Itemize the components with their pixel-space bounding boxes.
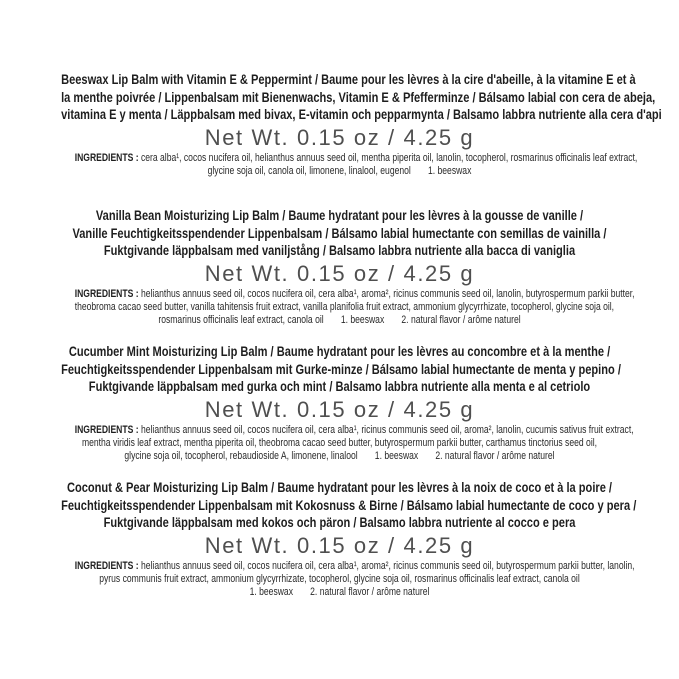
product-title-line: Feuchtigkeitsspendender Lippenbalsam mit Gurke-minze / Bálsamo labial humectante de menta y pepino / [61,361,621,377]
ingredients-list [74,423,634,464]
product-title-line: Beeswax Lip Balm with Vitamin E & Peppermint / Baume pour les lèvres à la cire d'abeille, à la vitamine E et à [61,72,636,87]
ingredients-text: helianthus annuus seed oil, cocos nucifera oil, cera alba¹, aroma², ricinus communis seed oil, lanolin, butyrospermum parkii butter, [138,287,635,300]
product-title-line: Vanilla Bean Moisturizing Lip Balm / Baume hydratant pour les lèvres à la gousse de vanille / [95,208,584,223]
product-title-line: Fuktgivande läppbalsam med vaniljstång / Balsamo labbra nutriente alla bacca di vaniglia [103,243,576,259]
product-title-line: Cucumber Mint Moisturizing Lip Balm / Baume hydratant pour les lèvres au concombre et à la menthe / [68,344,611,359]
ingredients-list [74,151,638,178]
ingredients-line [74,287,635,301]
product-section-coconut-pear [0,479,679,615]
ingredients-line: 1. beeswax 2. natural flavor / arôme naturel [249,586,430,599]
ingredients-line: theobroma cacao seed butter, vanilla tahitensis fruit extract, vanilla planifolia fruit extract, ammonium glycyrrhizate, tocopherol, glycine soja oil, [74,300,615,313]
ingredients-line [74,151,638,165]
ingredients-label: INGREDIENTS : [74,287,139,300]
ingredients-line: pyrus communis fruit extract, ammonium glycyrrhizate, tocopherol, glycine soja oil, rosmarinus officinalis leaf extract, canola oil [99,572,580,585]
product-title-line: Feuchtigkeitsspendender Lippenbalsam mit Kokosnuss & Birne / Bálsamo labial humectante de coco y pera / [61,497,637,513]
ingredients-line: glycine soja oil, canola oil, limonene, linalool, eugenol 1. beeswax [207,164,472,177]
product-title-line: vitamina E y menta / Läppbalsam med bivax, E-vitamin och pepparmynta / Balsamo labbra nutriente alla cera d'api [61,107,662,123]
product-title [61,71,662,124]
ingredients-line: rosmarinus officinalis leaf extract, canola oil 1. beeswax 2. natural flavor / arôme naturel [158,314,521,327]
product-section-beeswax [0,71,679,207]
product-title-line: Fuktgivande läppbalsam med kokos och päron / Balsamo labbra nutriente al cocco e pera [103,515,576,531]
net-weight: Net Wt. 0.15 oz / 4.25 g [204,396,475,422]
ingredients-line: glycine soja oil, tocopherol, rebaudioside A, limonene, linalool 1. beeswax 2. natural flavor / arôme naturel [124,450,555,463]
ingredients-line: mentha viridis leaf extract, mentha piperita oil, theobroma cacao seed butter, butyrospermum parkii butter, carthamus tinctorius seed oil, [81,436,598,449]
ingredients-text: cera alba¹, cocos nucifera oil, helianthus annuus seed oil, mentha piperita oil, lanolin, tocopherol, rosmarinus officinalis leaf extract, [138,151,638,164]
product-title-line: la menthe poivrée / Lippenbalsam mit Bienenwachs, Vitamin E & Pfefferminze / Bálsamo labial con cera de abeja, [61,89,656,105]
net-weight: Net Wt. 0.15 oz / 4.25 g [204,532,475,558]
net-weight: Net Wt. 0.15 oz / 4.25 g [204,260,475,286]
product-title [61,343,621,396]
ingredients-text: helianthus annuus seed oil, cocos nucifera oil, cera alba¹, aroma², ricinus communis seed oil, butyrospermum parkii butter, lanolin, [138,559,635,572]
ingredients-line [74,423,634,437]
ingredients-list [74,559,635,600]
product-section-vanilla-bean [0,207,679,343]
ingredients-label: INGREDIENTS : [74,423,139,436]
ingredients-label: INGREDIENTS : [74,151,139,164]
product-title [61,479,637,532]
product-title-line: Vanille Feuchtigkeitsspendender Lippenbalsam / Bálsamo labial humectante con semillas de vainilla / [72,225,607,241]
net-weight: Net Wt. 0.15 oz / 4.25 g [204,124,475,150]
ingredients-text: helianthus annuus seed oil, cocos nucifera oil, cera alba¹, ricinus communis seed oil, aroma², lanolin, cucumis sativus fruit extract, [138,423,634,436]
product-title [61,207,618,260]
product-title-line: Coconut & Pear Moisturizing Lip Balm / Baume hydratant pour les lèvres à la noix de coco et à la poire / [66,480,613,495]
ingredients-line [74,559,635,573]
ingredients-list [74,287,635,328]
product-title-line: Fuktgivande läppbalsam med gurka och mint / Balsamo labbra nutriente alla menta e al cetriolo [88,379,591,395]
ingredients-label: INGREDIENTS : [74,559,139,572]
product-section-cucumber-mint [0,343,679,479]
